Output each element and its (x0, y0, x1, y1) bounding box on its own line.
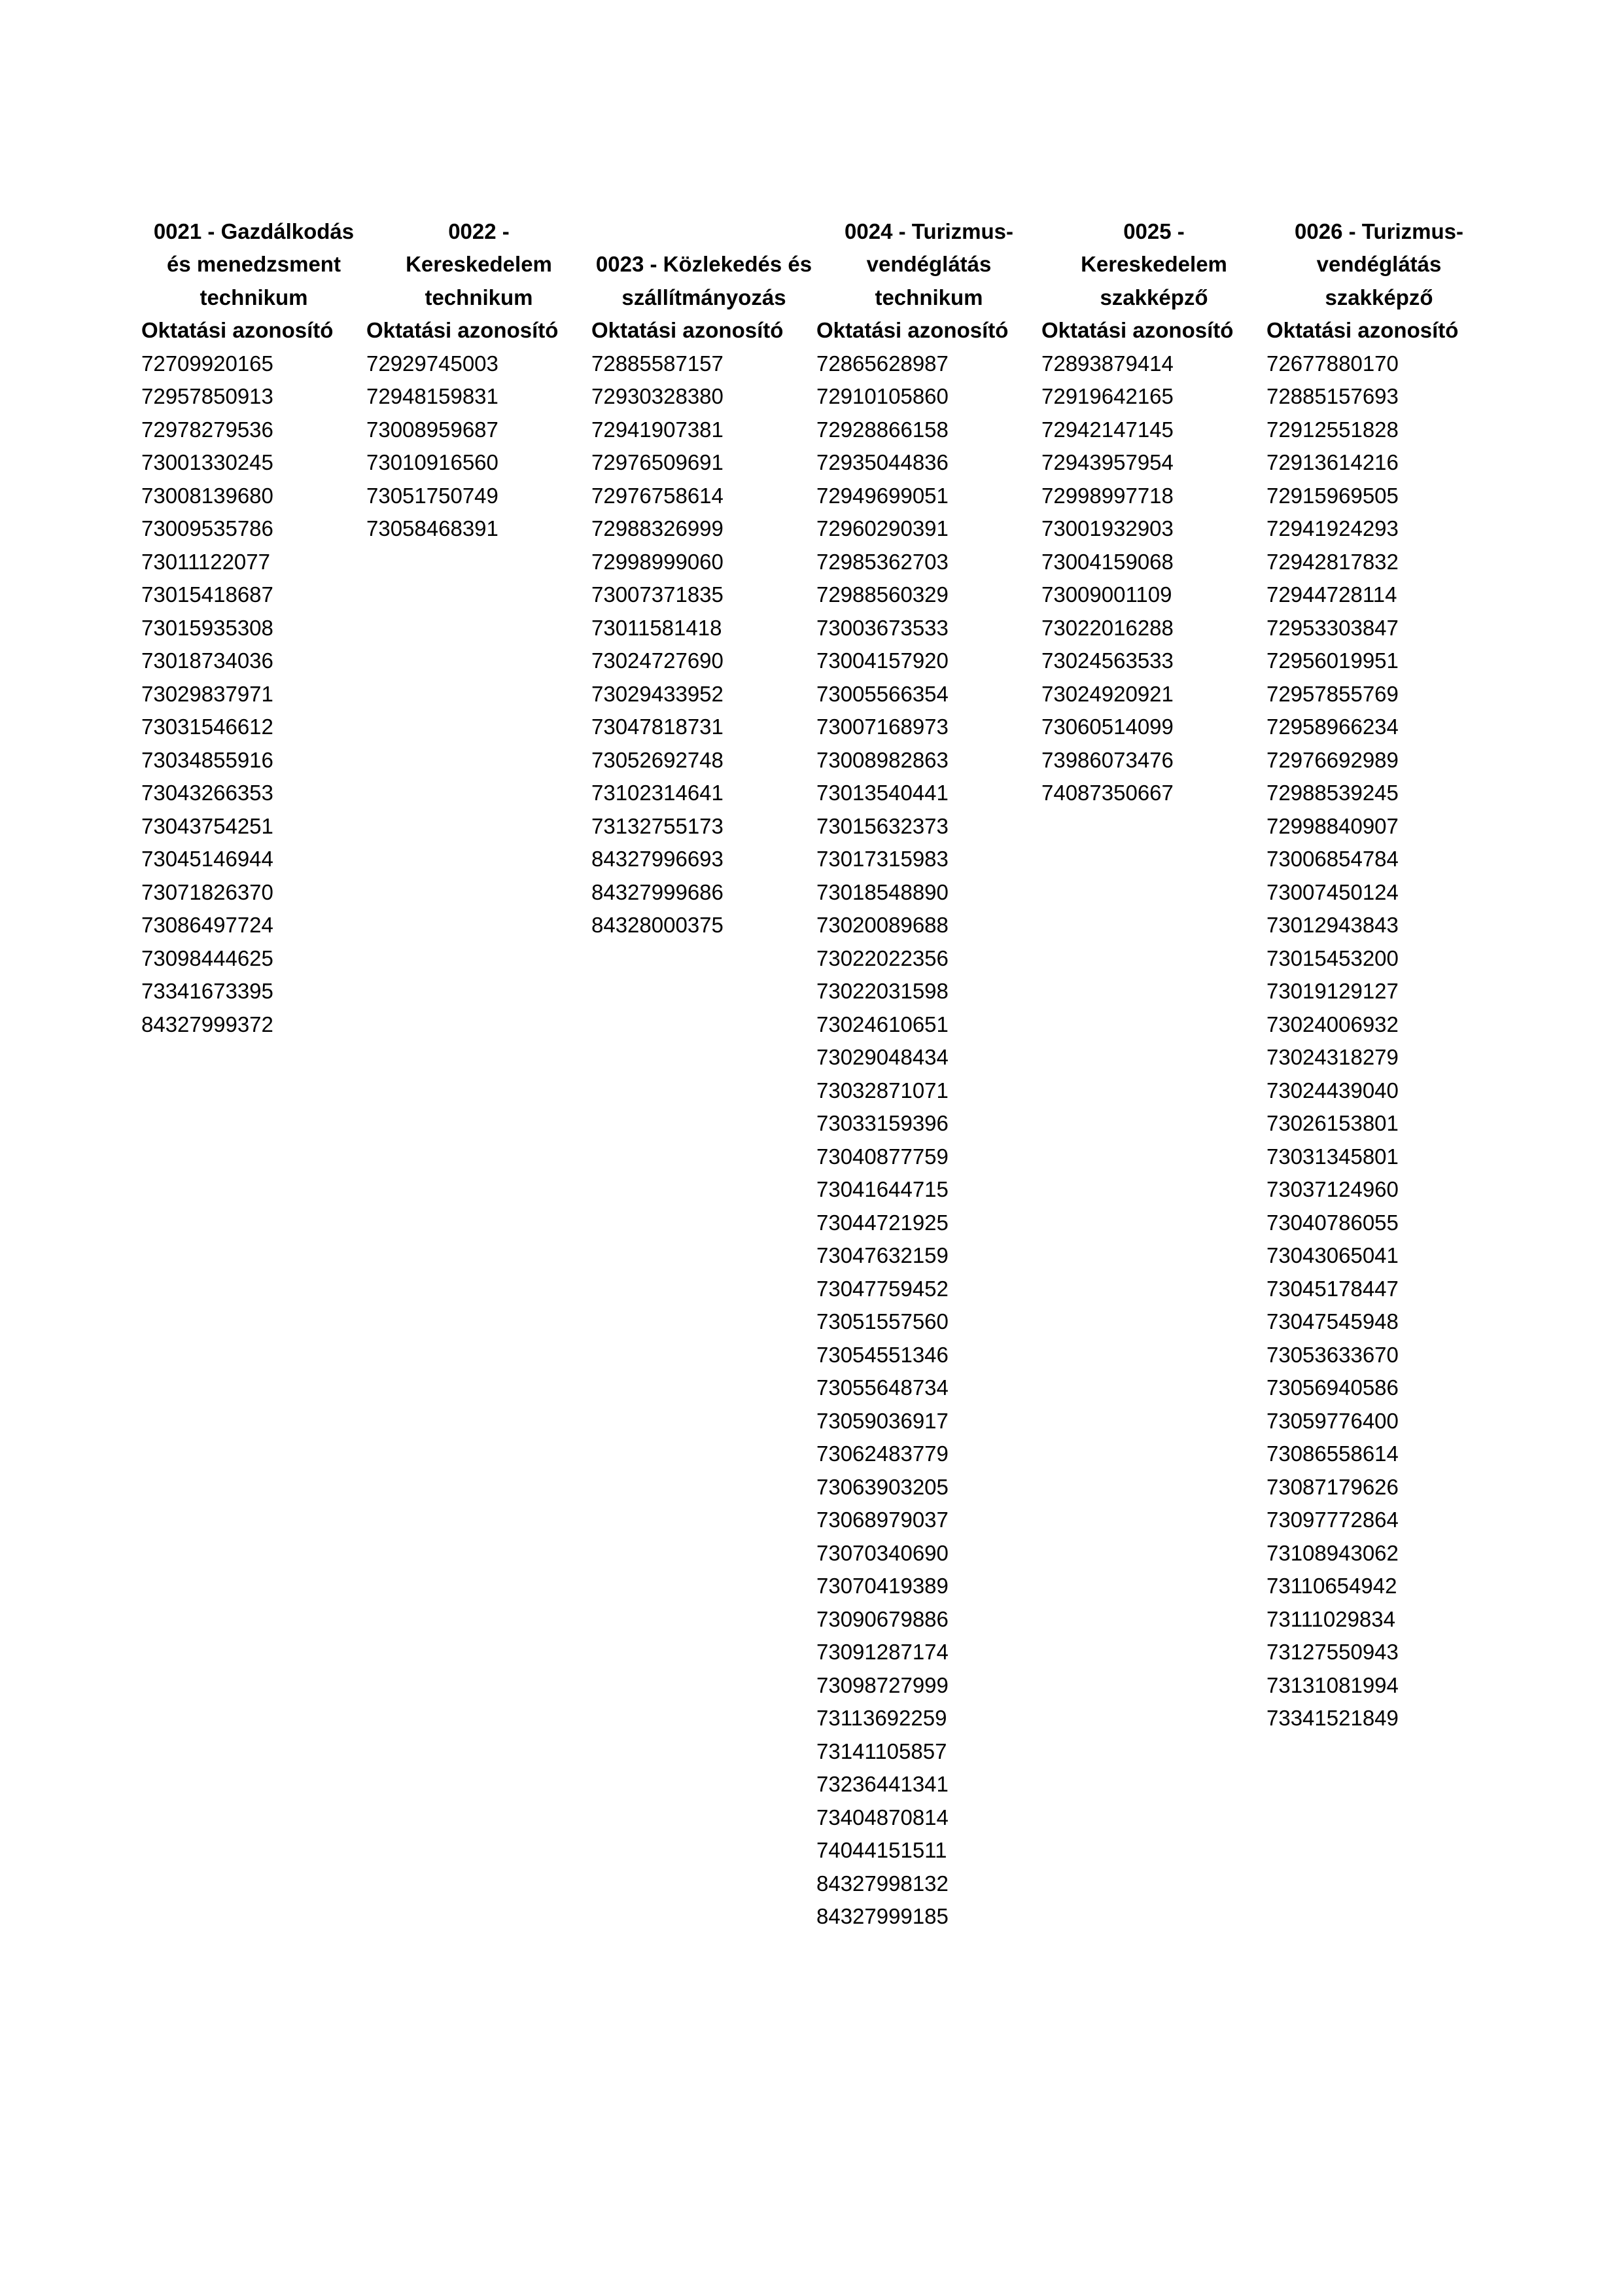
id-value: 73015935308 (141, 615, 273, 640)
column-0022 (366, 183, 591, 1934)
id-value: 73051557560 (816, 1309, 949, 1333)
id-value: 73060514099 (1041, 715, 1174, 739)
id-value: 73001932903 (1041, 516, 1174, 540)
id-value: 72919642165 (1041, 384, 1174, 408)
id-value: 72929745003 (366, 351, 498, 376)
id-value: 73013540441 (816, 781, 949, 805)
id-value: 84327996693 (591, 847, 724, 871)
id-value: 72865628987 (816, 351, 949, 376)
id-value: 73008959687 (366, 417, 498, 442)
id-value: 72998997718 (1041, 483, 1174, 508)
id-value: 73127550943 (1266, 1640, 1399, 1664)
id-value: 73029433952 (591, 681, 724, 706)
id-value: 73024006932 (1266, 1012, 1399, 1036)
id-value: 72677880170 (1266, 351, 1399, 376)
id-value: 73007371835 (591, 582, 724, 607)
id-value: 73087179626 (1266, 1474, 1399, 1499)
id-value: 72885587157 (591, 351, 724, 376)
id-value: 73011581418 (591, 615, 722, 640)
id-value: 72976509691 (591, 450, 724, 474)
id-value: 73008139680 (141, 483, 273, 508)
column-subtitle: Oktatási azonosító (591, 318, 784, 342)
id-value: 73015632373 (816, 813, 949, 838)
id-value: 72988326999 (591, 516, 724, 540)
document-table (141, 183, 1492, 1934)
id-value: 73001330245 (141, 450, 273, 474)
id-value: 73108943062 (1266, 1540, 1399, 1565)
id-value: 74087350667 (1041, 781, 1174, 805)
id-value: 73131081994 (1266, 1672, 1399, 1697)
id-value: 73052692748 (591, 747, 724, 772)
id-value: 73091287174 (816, 1640, 949, 1664)
id-value: 73004159068 (1041, 549, 1174, 574)
id-value: 73098727999 (816, 1672, 949, 1697)
id-list (1041, 347, 1266, 810)
id-value: 72958966234 (1266, 715, 1399, 739)
id-value: 73051750749 (366, 483, 498, 508)
id-value: 73015453200 (1266, 945, 1399, 970)
id-value: 73020089688 (816, 913, 949, 937)
id-value: 73037124960 (1266, 1177, 1399, 1201)
id-value: 73010916560 (366, 450, 498, 474)
id-value: 73341521849 (1266, 1706, 1399, 1730)
id-value: 73113692259 (816, 1706, 947, 1730)
id-value: 72957850913 (141, 384, 273, 408)
id-value: 73029048434 (816, 1045, 949, 1069)
id-value: 72985362703 (816, 549, 949, 574)
id-value: 84327999185 (816, 1904, 949, 1928)
id-value: 73045146944 (141, 847, 273, 871)
id-value: 73031546612 (141, 715, 273, 739)
id-value: 73022016288 (1041, 615, 1174, 640)
id-value: 73012943843 (1266, 913, 1399, 937)
id-value: 72915969505 (1266, 483, 1399, 508)
id-value: 73141105857 (816, 1739, 947, 1763)
id-value: 72988539245 (1266, 781, 1399, 805)
id-value: 73024563533 (1041, 648, 1174, 673)
id-value: 73024439040 (1266, 1078, 1399, 1103)
id-value: 72893879414 (1041, 351, 1174, 376)
id-value: 73026153801 (1266, 1111, 1399, 1135)
id-value: 73022022356 (816, 945, 949, 970)
id-value: 73043754251 (141, 813, 273, 838)
id-value: 73047545948 (1266, 1309, 1399, 1333)
id-list (1266, 347, 1492, 1735)
id-value: 73053633670 (1266, 1342, 1399, 1367)
id-value: 84327999372 (141, 1012, 273, 1036)
id-value: 73056940586 (1266, 1375, 1399, 1400)
id-value: 73097772864 (1266, 1508, 1399, 1532)
id-value: 72948159831 (366, 384, 498, 408)
column-title: 0024 - Turizmus- vendéglátás technikum (845, 219, 1013, 309)
id-value: 73059776400 (1266, 1408, 1399, 1433)
id-value: 73007168973 (816, 715, 949, 739)
id-value: 72976692989 (1266, 747, 1399, 772)
column-subtitle: Oktatási azonosító (1266, 318, 1459, 342)
id-value: 72913614216 (1266, 450, 1399, 474)
id-value: 72949699051 (816, 483, 949, 508)
id-value: 73090679886 (816, 1606, 949, 1631)
id-value: 72930328380 (591, 384, 724, 408)
id-value: 73044721925 (816, 1210, 949, 1235)
id-value: 73003673533 (816, 615, 949, 640)
id-value: 73034855916 (141, 747, 273, 772)
id-value: 72998840907 (1266, 813, 1399, 838)
id-value: 72941924293 (1266, 516, 1399, 540)
id-value: 73005566354 (816, 681, 949, 706)
id-value: 73068979037 (816, 1508, 949, 1532)
id-value: 72957855769 (1266, 681, 1399, 706)
column-title: 0026 - Turizmus- vendéglátás szakképző (1295, 219, 1463, 309)
id-value: 73063903205 (816, 1474, 949, 1499)
column-title: 0023 - Közlekedés és szállítmányozás (595, 252, 812, 309)
id-value: 73110654942 (1266, 1574, 1397, 1598)
id-value: 73070419389 (816, 1574, 949, 1598)
id-value: 84327998132 (816, 1871, 949, 1896)
id-value: 73047632159 (816, 1243, 949, 1267)
id-value: 72935044836 (816, 450, 949, 474)
id-value: 73102314641 (591, 781, 724, 805)
id-value: 73017315983 (816, 847, 949, 871)
id-value: 73018548890 (816, 879, 949, 904)
id-value: 84328000375 (591, 913, 724, 937)
column-title: 0025 - Kereskedelem szakképző (1081, 219, 1227, 309)
id-value: 72988560329 (816, 582, 949, 607)
id-value: 73024318279 (1266, 1045, 1399, 1069)
id-value: 73404870814 (816, 1805, 949, 1829)
id-value: 73058468391 (366, 516, 498, 540)
id-value: 73341673395 (141, 979, 273, 1003)
id-value: 73031345801 (1266, 1144, 1399, 1169)
id-value: 72978279536 (141, 417, 273, 442)
id-value: 72956019951 (1266, 648, 1399, 673)
column-0024 (816, 183, 1041, 1934)
column-0026 (1266, 183, 1492, 1934)
id-value: 72998999060 (591, 549, 724, 574)
column-subtitle: Oktatási azonosító (366, 318, 559, 342)
id-value: 72885157693 (1266, 384, 1399, 408)
id-value: 73024920921 (1041, 681, 1174, 706)
id-value: 73040786055 (1266, 1210, 1399, 1235)
column-title: 0021 - Gazdálkodás és menedzsment technikum (153, 219, 355, 309)
id-value: 73045178447 (1266, 1276, 1399, 1301)
id-value: 73019129127 (1266, 979, 1399, 1003)
id-value: 84327999686 (591, 879, 724, 904)
id-value: 73043065041 (1266, 1243, 1399, 1267)
id-value: 72942147145 (1041, 417, 1174, 442)
id-value: 73009001109 (1041, 582, 1172, 607)
id-value: 72709920165 (141, 351, 273, 376)
id-value: 73086497724 (141, 913, 273, 937)
id-value: 72941907381 (591, 417, 724, 442)
id-list (816, 347, 1041, 1934)
id-value: 73015418687 (141, 582, 273, 607)
id-value: 73055648734 (816, 1375, 949, 1400)
id-value: 73024610651 (816, 1012, 949, 1036)
id-value: 72960290391 (816, 516, 949, 540)
id-value: 73011122077 (141, 549, 270, 574)
id-value: 72953303847 (1266, 615, 1399, 640)
id-list (366, 347, 591, 546)
id-value: 73007450124 (1266, 879, 1399, 904)
id-value: 72944728114 (1266, 582, 1397, 607)
column-0025 (1041, 183, 1266, 1934)
id-value: 73071826370 (141, 879, 273, 904)
id-value: 73070340690 (816, 1540, 949, 1565)
id-value: 73029837971 (141, 681, 273, 706)
id-value: 72912551828 (1266, 417, 1399, 442)
id-value: 73986073476 (1041, 747, 1174, 772)
id-value: 74044151511 (816, 1838, 947, 1862)
id-list (591, 347, 816, 942)
column-title: 0022 - Kereskedelem technikum (406, 219, 552, 309)
id-value: 73236441341 (816, 1772, 949, 1796)
id-value: 73098444625 (141, 945, 273, 970)
id-value: 73132755173 (591, 813, 724, 838)
id-value: 73111029834 (1266, 1606, 1395, 1631)
id-value: 72928866158 (816, 417, 949, 442)
id-value: 73024727690 (591, 648, 724, 673)
column-0023 (591, 183, 816, 1934)
id-value: 72943957954 (1041, 450, 1174, 474)
id-value: 73047759452 (816, 1276, 949, 1301)
id-value: 73043266353 (141, 781, 273, 805)
id-value: 72942817832 (1266, 549, 1399, 574)
id-list (141, 347, 366, 1042)
id-value: 73022031598 (816, 979, 949, 1003)
id-value: 73004157920 (816, 648, 949, 673)
column-subtitle: Oktatási azonosító (1041, 318, 1234, 342)
id-value: 73033159396 (816, 1111, 949, 1135)
id-value: 73008982863 (816, 747, 949, 772)
id-value: 73059036917 (816, 1408, 949, 1433)
column-0021 (141, 183, 366, 1934)
column-subtitle: Oktatási azonosító (141, 318, 334, 342)
id-value: 73047818731 (591, 715, 724, 739)
id-value: 73054551346 (816, 1342, 949, 1367)
id-value: 72910105860 (816, 384, 949, 408)
id-value: 73018734036 (141, 648, 273, 673)
id-value: 72976758614 (591, 483, 724, 508)
column-subtitle: Oktatási azonosító (816, 318, 1009, 342)
id-value: 73086558614 (1266, 1441, 1399, 1466)
id-value: 73006854784 (1266, 847, 1399, 871)
id-value: 73062483779 (816, 1441, 949, 1466)
id-value: 73009535786 (141, 516, 273, 540)
id-value: 73040877759 (816, 1144, 949, 1169)
id-value: 73041644715 (816, 1177, 949, 1201)
id-value: 73032871071 (816, 1078, 949, 1103)
